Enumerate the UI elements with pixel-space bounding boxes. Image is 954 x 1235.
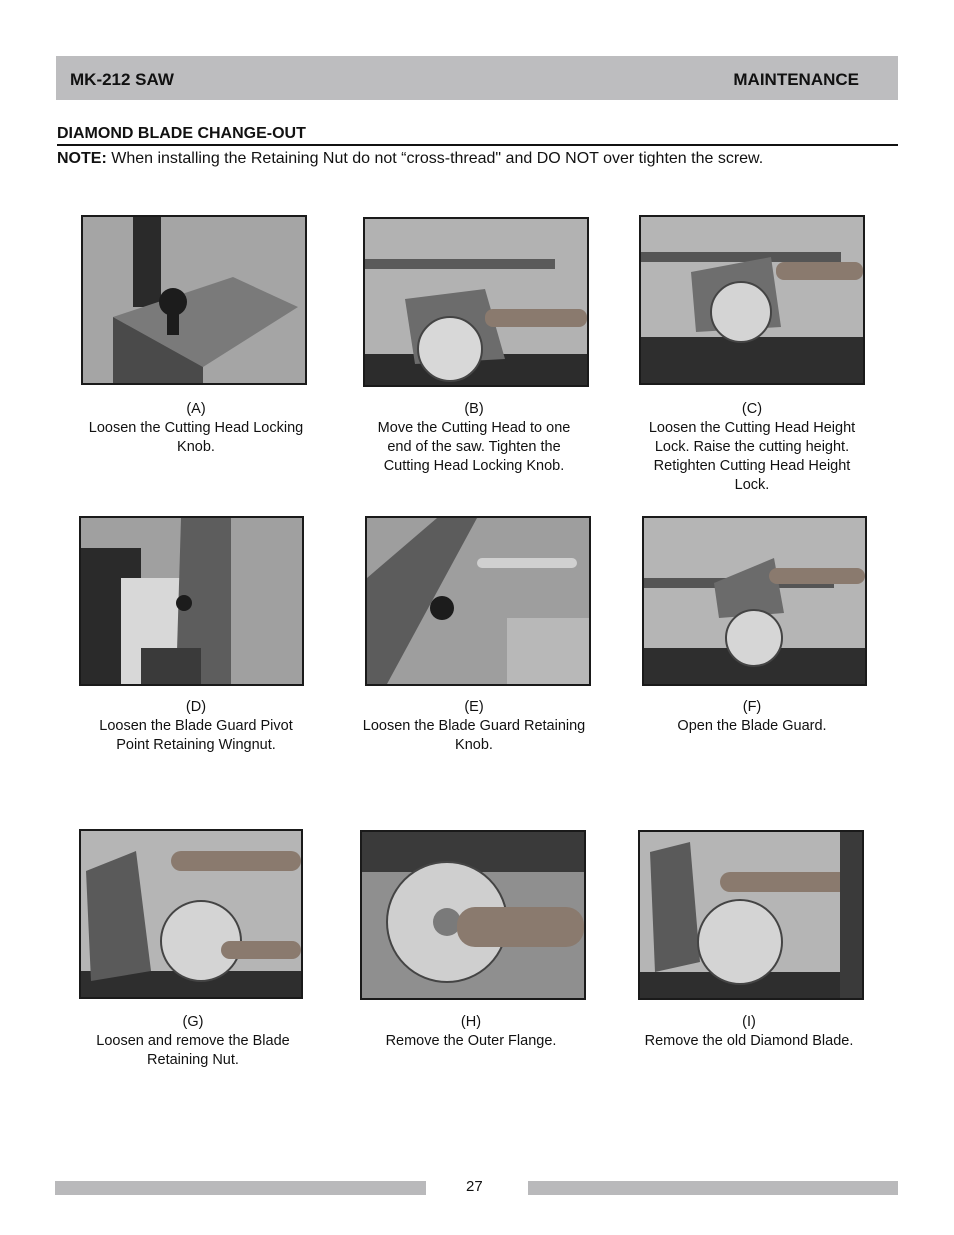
photo-step-c [639, 215, 865, 385]
note-text: When installing the Retaining Nut do not “cross-thread" and DO NOT over tighten the screw. [106, 150, 764, 167]
step-i-text: Remove the old Diamond Blade. [644, 1033, 854, 1049]
caption-step-i [624, 1013, 874, 1051]
step-c-text: Loosen the Cutting Head Height Lock. Raise the cutting height. Retighten Cutting Head Height Lock. [648, 420, 856, 493]
section-title: DIAMOND BLADE CHANGE-OUT [57, 125, 306, 142]
photo-step-a [81, 215, 307, 385]
caption-step-f [627, 698, 877, 736]
step-e-label: (E) [464, 699, 484, 715]
step-f-text: Open the Blade Guard. [677, 718, 827, 734]
caption-step-a [71, 400, 321, 457]
step-f-label: (F) [742, 699, 762, 715]
caption-step-b [349, 400, 599, 476]
step-g-label: (G) [182, 1014, 204, 1030]
caption-step-g [68, 1013, 318, 1070]
section-divider [57, 144, 898, 146]
document-title: MK-212 SAW [70, 70, 174, 89]
photo-step-d [79, 516, 304, 686]
step-h-text: Remove the Outer Flange. [385, 1033, 557, 1049]
photo-step-e [365, 516, 591, 686]
step-a-label: (A) [186, 401, 206, 417]
step-g-text: Loosen and remove the Blade Retaining Nut. [96, 1033, 290, 1068]
caption-step-h [346, 1013, 596, 1051]
section-name: MAINTENANCE [733, 70, 859, 89]
step-d-label: (D) [185, 699, 207, 715]
footer-bar-left [55, 1181, 426, 1195]
step-d-text: Loosen the Blade Guard Pivot Point Retaining Wingnut. [99, 718, 293, 753]
footer-bar-right [528, 1181, 898, 1195]
step-i-label: (I) [742, 1014, 756, 1030]
step-h-label: (H) [460, 1014, 482, 1030]
header-bar [56, 56, 898, 100]
photo-step-g [79, 829, 303, 999]
step-b-label: (B) [464, 401, 484, 417]
caption-step-d [71, 698, 321, 755]
photo-step-h [360, 830, 586, 1000]
note-label: NOTE: [57, 150, 107, 167]
step-a-text: Loosen the Cutting Head Locking Knob. [88, 420, 304, 455]
caption-step-c [627, 400, 877, 495]
photo-step-i [638, 830, 864, 1000]
step-e-text: Loosen the Blade Guard Retaining Knob. [362, 718, 586, 753]
step-c-label: (C) [741, 401, 763, 417]
photo-step-f [642, 516, 867, 686]
caption-step-e [349, 698, 599, 755]
page-number: 27 [466, 1178, 483, 1195]
note-paragraph [57, 148, 857, 170]
photo-step-b [363, 217, 589, 387]
step-b-text: Move the Cutting Head to one end of the saw. Tighten the Cutting Head Locking Knob. [377, 420, 571, 474]
